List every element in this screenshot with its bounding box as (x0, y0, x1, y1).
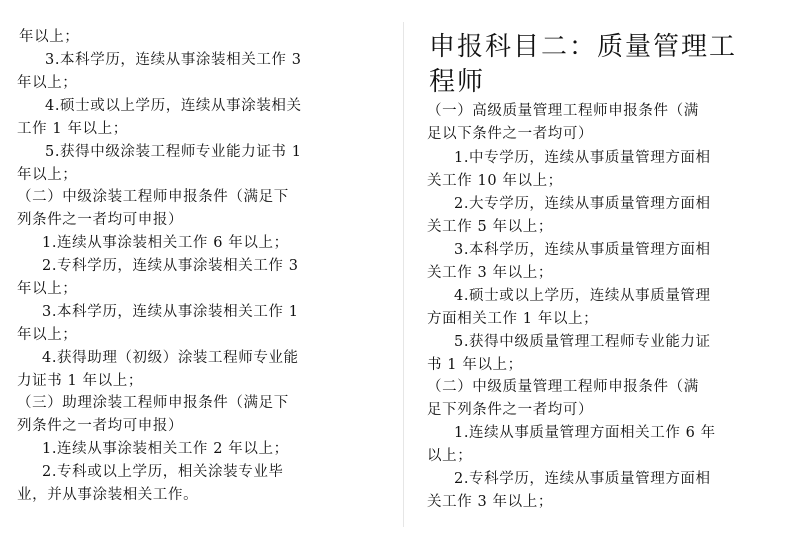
text-line: 工作 1 年以上； (17, 121, 128, 137)
text-line: 4.硕士或以上学历，连续从事质量管理 (454, 288, 711, 304)
text-line: 业，并从事涂装相关工作。 (17, 487, 199, 503)
text-line: 方面相关工作 1 年以上； (427, 311, 599, 327)
text-line: 3.本科学历，连续从事涂装相关工作 1 (42, 304, 299, 320)
text-line: 年以上； (17, 281, 78, 297)
text-line: 2.专科学历，连续从事质量管理方面相 (454, 471, 711, 487)
text-line: 5.获得中级涂装工程师专业能力证书 1 (45, 144, 302, 160)
text-line: 关工作 3 年以上； (427, 494, 553, 510)
page-title-continued: 程师 (429, 67, 486, 97)
text-line: 5.获得中级质量管理工程师专业能力证 (454, 334, 711, 350)
text-line: 足以下条件之一者均可） (427, 126, 594, 142)
text-line: 年以上； (17, 75, 78, 91)
text-line: 4.硕士或以上学历，连续从事涂装相关 (45, 98, 302, 114)
text-line: 2.专科学历，连续从事涂装相关工作 3 (42, 258, 299, 274)
text-line: 列条件之一者均可申报） (17, 212, 184, 228)
text-line: 足下列条件之一者均可） (427, 402, 594, 418)
column-divider (403, 22, 404, 527)
text-line: 关工作 5 年以上； (427, 219, 553, 235)
text-line: 关工作 3 年以上； (427, 265, 553, 281)
text-line: 1.中专学历，连续从事质量管理方面相 (454, 150, 711, 166)
text-line: 力证书 1 年以上； (17, 373, 143, 389)
text-line: 以上； (427, 448, 473, 464)
section-heading: （一）高级质量管理工程师申报条件（满 (427, 103, 699, 119)
text-line: 1.连续从事涂装相关工作 6 年以上； (42, 235, 289, 251)
section-heading: （三）助理涂装工程师申报条件（满足下 (17, 395, 289, 411)
section-heading: （二）中级涂装工程师申报条件（满足下 (17, 189, 289, 205)
text-line: 2.大专学历，连续从事质量管理方面相 (454, 196, 711, 212)
text-line: 书 1 年以上； (427, 357, 523, 373)
text-line: 3.本科学历，连续从事涂装相关工作 3 (45, 52, 302, 68)
section-heading: （二）中级质量管理工程师申报条件（满 (427, 379, 699, 395)
text-line: 年以上； (17, 167, 78, 183)
text-line: 年以上； (19, 29, 80, 45)
text-line: 1.连续从事质量管理方面相关工作 6 年 (454, 425, 716, 441)
text-line: 列条件之一者均可申报） (17, 418, 184, 434)
page-title: 申报科目二：质量管理工 (429, 32, 738, 62)
text-line: 年以上； (17, 327, 78, 343)
text-line: 关工作 10 年以上； (427, 173, 563, 189)
text-line: 4.获得助理（初级）涂装工程师专业能 (42, 350, 299, 366)
text-line: 1.连续从事涂装相关工作 2 年以上； (42, 441, 289, 457)
text-line: 3.本科学历，连续从事质量管理方面相 (454, 242, 711, 258)
text-line: 2.专科或以上学历，相关涂装专业毕 (42, 464, 284, 480)
